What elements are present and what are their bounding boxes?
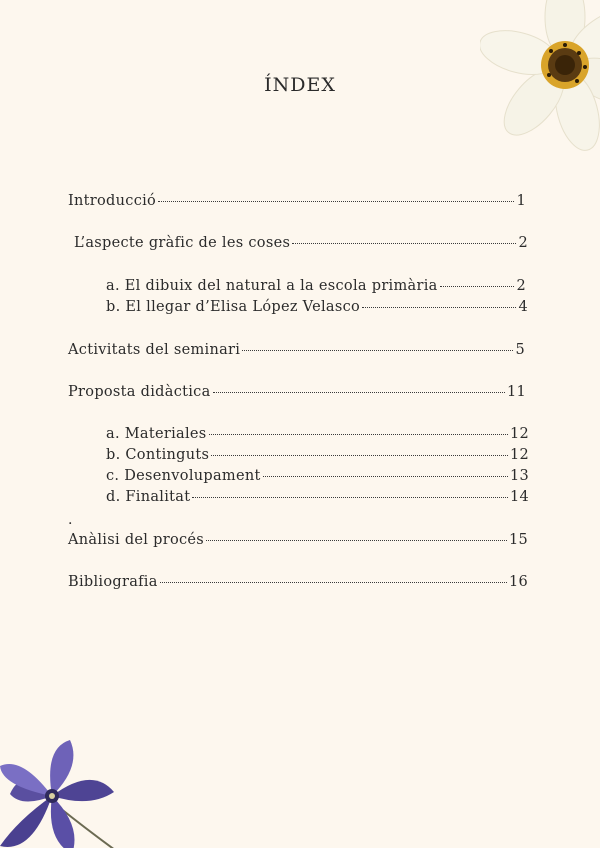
toc-entry[interactable]	[68, 193, 526, 209]
toc-entry-label: Introducció	[68, 193, 157, 209]
toc-entry-page: 12	[509, 447, 529, 463]
toc-subentry[interactable]	[106, 468, 529, 484]
toc-entry-label: L’aspecte gràfic de les coses	[74, 235, 291, 251]
toc-entry[interactable]	[68, 532, 528, 548]
stray-mark: .	[68, 512, 73, 528]
dot-leader	[440, 286, 515, 287]
toc-subentry[interactable]	[106, 447, 529, 463]
dot-leader	[292, 243, 516, 244]
page-title: ÍNDEX	[264, 74, 336, 96]
toc-entry-page: 14	[509, 489, 529, 505]
toc-entry-label: Proposta didàctica	[68, 384, 211, 400]
toc-entry-label: a. Materiales	[106, 426, 207, 442]
toc-entry-page: 12	[509, 426, 529, 442]
toc-entry[interactable]	[68, 384, 526, 400]
toc-entry-label: b. El llegar d’Elisa López Velasco	[106, 299, 361, 315]
toc-entry-page: 4	[518, 299, 528, 315]
toc-subentry[interactable]	[106, 299, 528, 315]
toc-entry-page: 11	[506, 384, 526, 400]
toc-entry-label: d. Finalitat	[106, 489, 191, 505]
toc-entry-label: Activitats del seminari	[68, 342, 241, 358]
toc-entry-label: Bibliografia	[68, 574, 158, 590]
toc-entry[interactable]	[68, 574, 528, 590]
toc-entry[interactable]	[74, 235, 528, 251]
toc-entry[interactable]	[68, 342, 525, 358]
toc-subentry[interactable]	[106, 426, 529, 442]
dot-leader	[211, 455, 508, 456]
dot-leader	[158, 201, 514, 202]
toc-entry-label: Anàlisi del procés	[68, 532, 205, 548]
toc-subentry[interactable]	[106, 278, 526, 294]
dot-leader	[209, 434, 508, 435]
purple-flower-icon	[0, 718, 145, 848]
toc-entry-page: 5	[515, 342, 525, 358]
toc-entry-page: 15	[508, 532, 528, 548]
toc-entry-label: a. El dibuix del natural a la escola primària	[106, 278, 438, 294]
dot-leader	[192, 497, 508, 498]
dot-leader	[242, 350, 513, 351]
toc-subentry[interactable]	[106, 489, 529, 505]
dot-leader	[160, 582, 507, 583]
dot-leader	[206, 540, 507, 541]
toc-entry-page: 2	[516, 278, 526, 294]
toc-entry-page: 16	[508, 574, 528, 590]
toc-entry-page: 13	[509, 468, 529, 484]
toc-entry-page: 1	[516, 193, 526, 209]
dot-leader	[263, 476, 508, 477]
dot-leader	[213, 392, 505, 393]
toc-entry-label: c. Desenvolupament	[106, 468, 261, 484]
toc-entry-label: b. Continguts	[106, 447, 210, 463]
dot-leader	[362, 307, 516, 308]
toc-entry-page: 2	[518, 235, 528, 251]
